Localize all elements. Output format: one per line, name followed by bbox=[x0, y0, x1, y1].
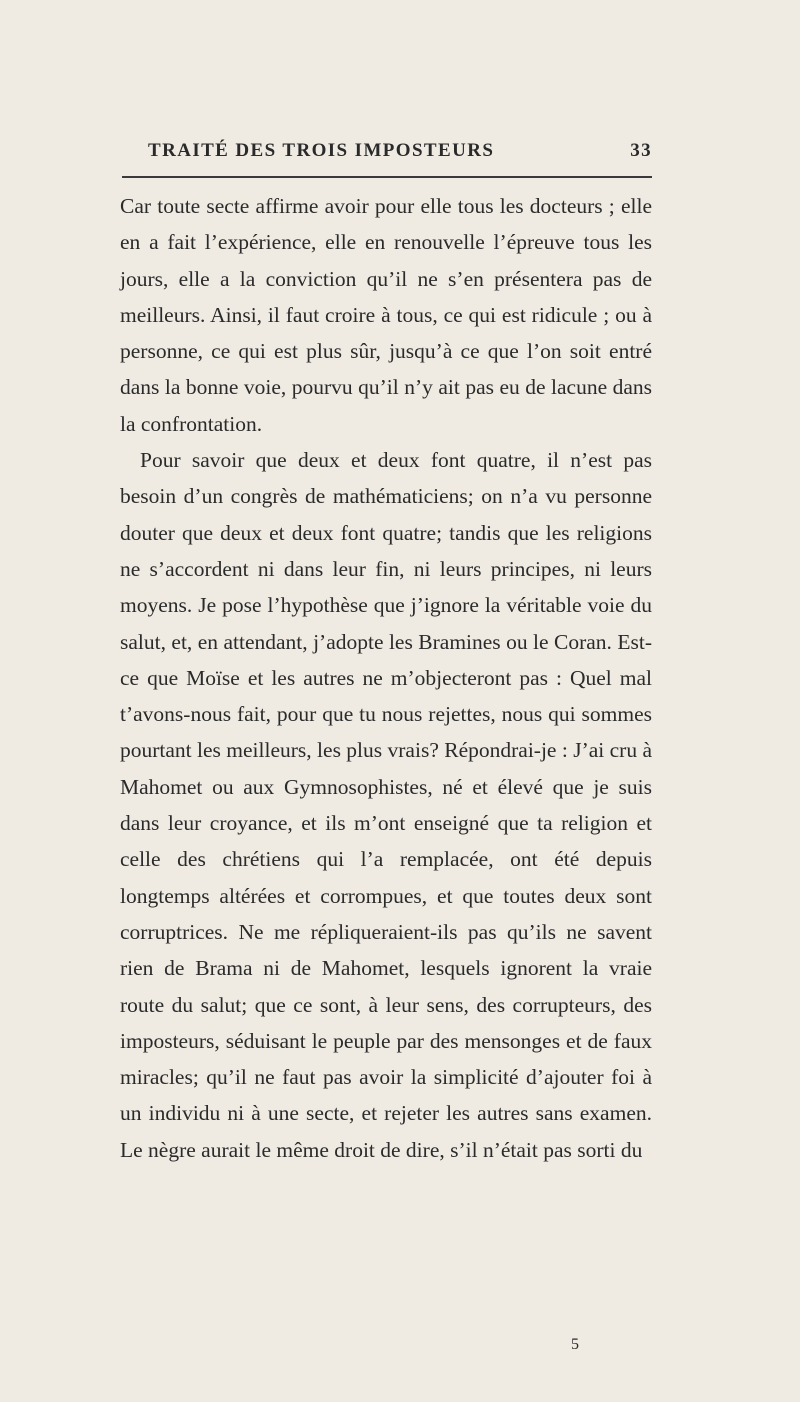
paragraph: Car toute secte affirme avoir pour elle tous les docteurs ; elle en a fait l’expérience, elle en renouvelle l’épreuve tous les jours, elle a la conviction qu’il ne s’en présentera pas de meilleurs. Ainsi, il faut croire à tous, ce qui est ridicule ; ou à personne, ce qui est plus sûr, jusqu’à ce que l’on soit entré dans la bonne voie, pourvu qu’il n’y ait pas eu de lacune dans la confrontation. bbox=[120, 194, 652, 436]
paragraph: Pour savoir que deux et deux font quatre, il n’est pas besoin d’un congrès de mathématiciens; on n’a vu personne douter que deux et deux font quatre; tandis que les religions ne s’accordent ni dans leur fin, ni leurs principes, ni leurs moyens. Je pose l’hypothèse que j’ignore la véritable voie du salut, et, en attendant, j’adopte les Bramines ou le Coran. Est-ce que Moïse et les autres ne m’objecteront pas : Quel mal t’avons-nous fait, pour que tu nous rejettes, nous qui sommes pourtant les meilleurs, les plus vrais? Répondrai-je : J’ai cru à Mahomet ou aux Gymnosophistes, né et élevé que je suis dans leur croyance, et ils m’ont enseigné que ta religion et celle des chrétiens qui l’a remplacée, ont été depuis longtemps altérées et corrompues, et que toutes deux sont corruptrices. Ne me répliqueraient-ils pas qu’ils ne savent rien de Brama ni de Mahomet, lesquels ignorent la vraie route du salut; que ce sont, à leur sens, des corrupteurs, des imposteurs, séduisant le peuple par des mensonges et de faux miracles; qu’il ne faut pas avoir la simplicité d’ajouter foi à un individu ni à une secte, et rejeter les autres sans examen. Le nègre aurait le même droit de dire, s’il n’était pas sorti du bbox=[120, 448, 652, 1162]
header-rule bbox=[122, 176, 652, 178]
page-number: 33 bbox=[630, 140, 652, 161]
body-text bbox=[120, 188, 652, 1168]
running-title: TRAITÉ DES TROIS IMPOSTEURS bbox=[148, 140, 495, 161]
signature-mark: 5 bbox=[571, 1336, 579, 1353]
